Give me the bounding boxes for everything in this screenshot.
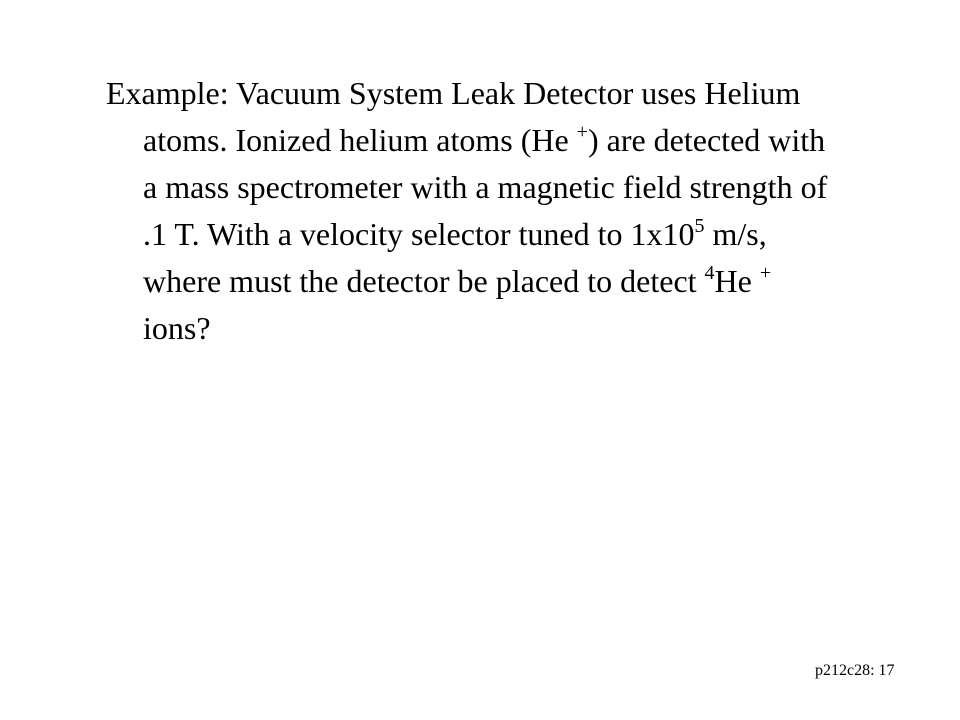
superscript-exponent: 5 (694, 215, 705, 237)
text-segment: m/s, (704, 216, 767, 252)
text-line-6 (106, 305, 846, 352)
text-line-4 (106, 211, 846, 258)
text-segment: .1 T. With a velocity selector tuned to 1x10 (143, 216, 695, 252)
example-text (106, 70, 846, 352)
superscript-plus: + (576, 121, 588, 143)
text-segment: ) are detected with (587, 122, 826, 158)
superscript-mass-number: 4 (704, 262, 715, 284)
text-segment: He (714, 263, 760, 299)
text-segment: Example: Vacuum System Leak Detector uses Helium (106, 75, 801, 111)
text-line-5 (106, 258, 846, 305)
slide-footer: p212c28: 17 (815, 662, 895, 679)
text-segment: a mass spectrometer with a magnetic field strength of (143, 169, 828, 205)
text-segment: atoms. Ionized helium atoms (He (143, 122, 577, 158)
superscript-plus: + (759, 262, 772, 284)
text-line-1 (106, 70, 846, 117)
text-line-3 (106, 164, 846, 211)
text-line-2 (106, 117, 846, 164)
text-segment: ions? (143, 310, 211, 346)
text-segment: where must the detector be placed to detect (143, 263, 705, 299)
